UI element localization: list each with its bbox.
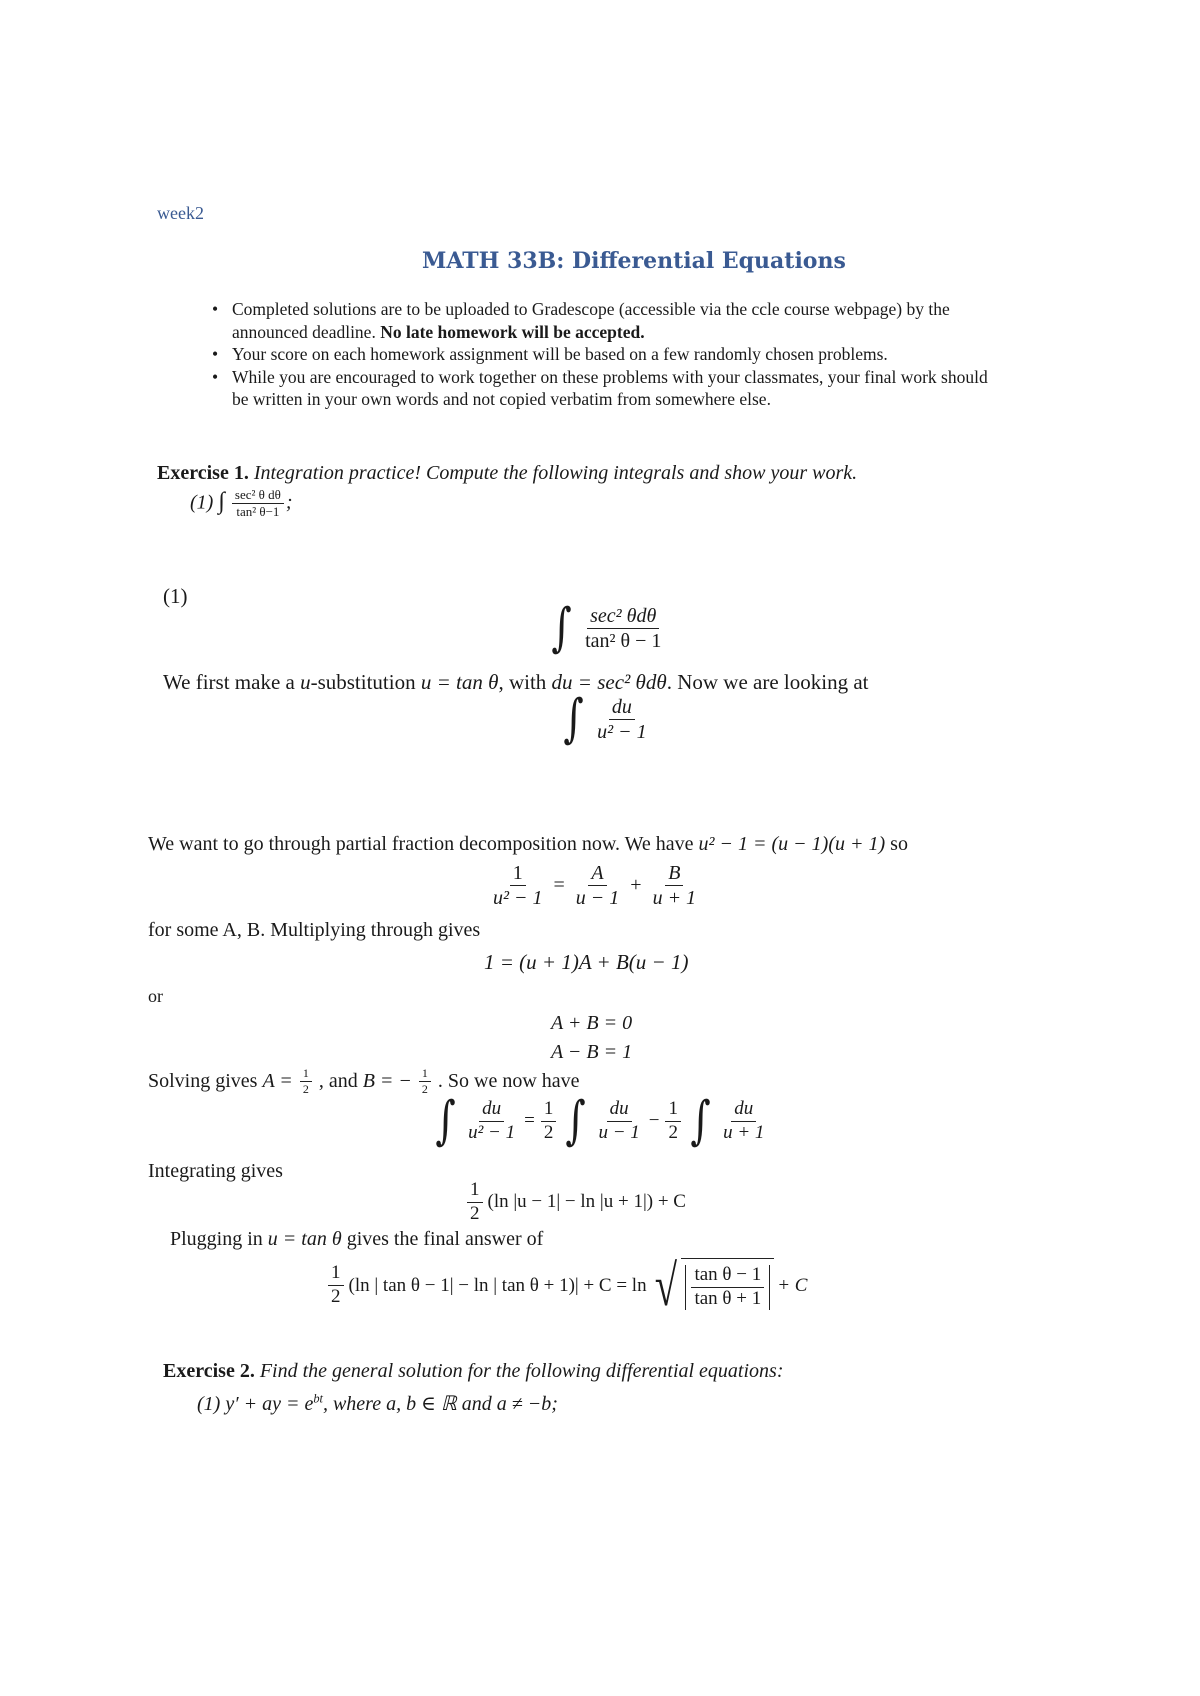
exercise2-prompt: Find the general solution for the following differential equations:: [259, 1360, 784, 1382]
integration-result: [465, 1180, 686, 1225]
absolute-value: [685, 1265, 770, 1310]
instruction-text: Completed solutions are to be uploaded to Gradescope (accessible via the ccle course webpage) by the: [232, 299, 950, 319]
pfd-term-a: [573, 862, 623, 909]
sub-text: -substitution: [310, 670, 416, 694]
solution-part-label: (1): [163, 584, 188, 608]
exercise2-part1-label: (1): [197, 1393, 221, 1415]
instruction-item: [212, 298, 1112, 343]
fraction-denominator: 2: [421, 1082, 428, 1097]
split-lhs: [465, 1099, 518, 1144]
fraction-denominator: u + 1: [723, 1121, 765, 1143]
sub-var: u: [300, 670, 311, 694]
exercise1-label: Exercise 1.: [157, 462, 249, 484]
fraction-denominator: u − 1: [575, 887, 620, 909]
pfd-text: We want to go through partial fraction decomposition now. We have: [148, 833, 694, 855]
or-text: or: [148, 986, 163, 1006]
sub-text: We first make a: [163, 670, 295, 694]
coefficient-fraction: [665, 1099, 681, 1144]
solution-integral-2: [560, 689, 652, 749]
fraction-denominator: u² − 1: [468, 1121, 516, 1143]
exercise1-part1-end: ;: [285, 491, 293, 514]
fraction-denominator: 2: [302, 1082, 309, 1097]
fraction-denominator: u − 1: [598, 1121, 640, 1143]
integral-sign: ∫: [563, 689, 584, 749]
split-term-2: [720, 1099, 767, 1144]
split-term-1: [595, 1099, 642, 1144]
exercise2-label: Exercise 2.: [163, 1360, 255, 1382]
fraction-denominator: tan θ + 1: [694, 1288, 762, 1310]
fraction-numerator: du: [609, 696, 635, 720]
pfd-equation-display: [488, 862, 701, 909]
exercise1-part1: [190, 488, 293, 520]
split-equation: [432, 1091, 769, 1151]
exercise1-prompt: Integration practice! Compute the following integrals and show your work.: [253, 462, 858, 484]
solution-integral-1: [548, 598, 666, 658]
instruction-text: announced deadline.: [232, 321, 376, 342]
plug-text: gives the final answer of: [346, 1228, 544, 1250]
plus-sign: +: [630, 874, 642, 896]
substitution-line: [163, 670, 868, 695]
minus-sign: −: [648, 1110, 660, 1131]
fraction-numerator: 1: [328, 1263, 344, 1286]
solving-text: , and: [318, 1070, 358, 1093]
fraction-denominator: 2: [543, 1121, 554, 1143]
instruction-text: be written in your own words and not copied verbatim from somewhere else.: [232, 389, 771, 409]
final-answer: [326, 1253, 808, 1318]
instruction-bold: No late homework will be accepted.: [380, 321, 645, 342]
multiply-text: for some A, B. Multiplying through gives: [148, 919, 481, 941]
coefficient-fraction: [328, 1263, 344, 1308]
solving-line: [148, 1067, 580, 1096]
radical-sign: √: [654, 1253, 677, 1318]
final-expression: (ln | tan θ − 1| − ln | tan θ + 1)| + C = ln: [348, 1274, 647, 1296]
half-fraction: [419, 1067, 431, 1096]
fraction-numerator: du: [731, 1099, 756, 1122]
fraction-denominator: tan² θ−1: [236, 504, 280, 520]
plug-text: Plugging in: [170, 1228, 263, 1250]
multiply-equation: 1 = (u + 1)A + B(u − 1): [484, 950, 689, 974]
instructions-list: [212, 298, 1112, 411]
plugging-line: [170, 1228, 543, 1251]
sub-equation: u = tan θ: [420, 670, 499, 694]
fraction-numerator: 1: [419, 1067, 431, 1082]
final-tail: + C: [777, 1274, 808, 1296]
equals-sign: =: [524, 1110, 535, 1131]
fraction-numerator: 1: [665, 1099, 681, 1122]
system-equation-1: A + B = 0: [551, 1012, 633, 1034]
integral-sign: ∫: [435, 1091, 456, 1151]
integral-sign: ∫: [565, 1091, 587, 1151]
solving-text: Solving gives: [148, 1070, 258, 1093]
fraction-numerator: tan θ − 1: [691, 1265, 764, 1288]
fraction-denominator: tan² θ − 1: [585, 629, 662, 652]
fraction-denominator: 2: [668, 1121, 678, 1143]
sub-equation: du = sec² θdθ: [551, 670, 667, 694]
exercise2-part1-tail: , where a, b ∈ ℝ and a ≠ −b;: [322, 1393, 558, 1415]
integral-1-fraction: [582, 605, 664, 652]
fraction-denominator: 2: [331, 1286, 341, 1308]
half-fraction: [300, 1067, 312, 1096]
page-title: MATH 33B: Differential Equations: [422, 248, 846, 274]
coefficient-fraction: [541, 1099, 557, 1144]
integral-2-fraction: [594, 696, 650, 743]
exercise1-heading: [157, 462, 857, 485]
instruction-item: [212, 343, 1112, 366]
radicand: [681, 1258, 774, 1313]
fraction-numerator: 1: [541, 1099, 557, 1122]
exercise1-part1-fraction: [232, 488, 284, 520]
result-expression: (ln |u − 1| − ln |u + 1|) + C: [487, 1191, 686, 1213]
fraction-denominator: u² − 1: [493, 887, 543, 909]
square-root: [650, 1253, 775, 1318]
exercise2-part1-equation: y′ + ay = e: [225, 1393, 314, 1415]
sub-text: , with: [498, 670, 547, 694]
fraction-numerator: B: [665, 862, 683, 886]
fraction-denominator: 2: [470, 1202, 480, 1224]
pfd-intro: [148, 833, 908, 856]
integral-sign: ∫: [690, 1091, 711, 1151]
radicand-fraction: [691, 1265, 764, 1310]
pfd-term-b: [650, 862, 700, 909]
fraction-numerator: sec² θdθ: [587, 605, 659, 629]
coefficient-fraction: [467, 1180, 483, 1225]
instruction-text: While you are encouraged to work together on these problems with your classmates, your final work should: [232, 366, 988, 387]
exercise2-heading: [163, 1360, 784, 1383]
exercise1-part1-label: (1): [190, 491, 214, 514]
plug-equation: u = tan θ: [267, 1228, 342, 1250]
sub-text: . Now we are looking at: [666, 670, 869, 694]
fraction-numerator: A: [588, 862, 606, 886]
solving-text: . So we now have: [437, 1070, 580, 1093]
solving-eq-a: A =: [262, 1070, 293, 1093]
fraction-numerator: du: [607, 1099, 632, 1122]
integral-sign: ∫: [551, 598, 572, 658]
pfd-text: so: [890, 833, 908, 855]
pfd-lhs: [490, 862, 546, 909]
instruction-item: [212, 366, 1112, 411]
fraction-denominator: u² − 1: [597, 720, 647, 743]
fraction-numerator: 1: [510, 862, 526, 886]
pfd-equation: u² − 1 = (u − 1)(u + 1): [698, 833, 886, 855]
fraction-numerator: du: [479, 1099, 504, 1122]
fraction-numerator: 1: [300, 1067, 312, 1082]
instruction-text: Your score on each homework assignment will be based on a few randomly chosen problems.: [232, 344, 888, 364]
header-tag: week2: [157, 203, 204, 223]
integrating-text: Integrating gives: [148, 1160, 283, 1182]
system-equation-2: A − B = 1: [551, 1041, 633, 1063]
exercise2-part1-exponent: bt: [313, 1391, 323, 1406]
fraction-numerator: sec² θ dθ: [232, 488, 284, 504]
equals-sign: =: [553, 874, 565, 896]
integral-sign: ∫: [218, 488, 225, 515]
fraction-numerator: 1: [467, 1180, 483, 1203]
solving-eq-b: B = −: [362, 1070, 412, 1093]
exercise2-part1: [197, 1391, 558, 1416]
fraction-denominator: u + 1: [652, 887, 697, 909]
